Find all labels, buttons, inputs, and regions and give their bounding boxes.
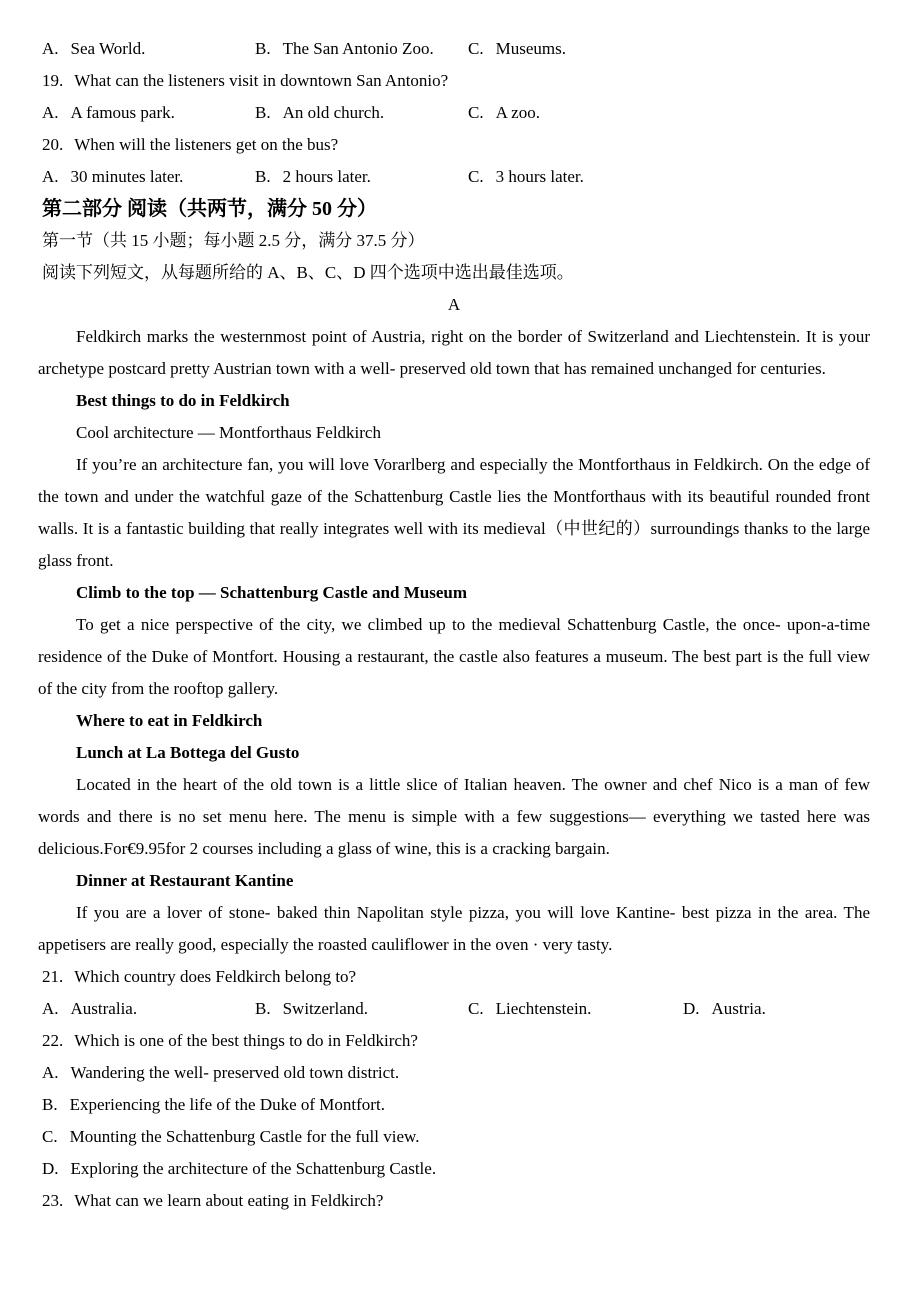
question-number: 20. <box>42 135 64 154</box>
question-22-option-b <box>38 1089 870 1121</box>
option-letter: C. <box>468 39 484 58</box>
passage-paragraph-dinner: If you are a lover of stone- baked thin Napolitan style pizza, you will love Kantine- best pizza in the area. The appetisers are really good, especially the roasted cauliflower in the oven · very tasty. <box>38 903 870 954</box>
option-a <box>42 33 255 65</box>
option-text: Museums. <box>495 39 566 58</box>
option-a <box>42 97 255 129</box>
passage-heading-where-to-eat: Where to eat in Feldkirch <box>76 711 263 730</box>
option-a <box>42 161 255 193</box>
option-letter: B. <box>42 1095 58 1114</box>
question-text: Which country does Feldkirch belong to? <box>74 967 357 986</box>
option-text: 2 hours later. <box>282 167 371 186</box>
option-text: 3 hours later. <box>495 167 584 186</box>
option-letter: B. <box>255 39 271 58</box>
option-letter: C. <box>468 167 484 186</box>
reading-instruction: 阅读下列短文，从每题所给的 A、B、C、D 四个选项中选出最佳选项。 <box>42 263 574 282</box>
question-text: What can the listeners visit in downtown San Antonio? <box>74 71 449 90</box>
question-number: 23. <box>42 1191 64 1210</box>
option-text: A zoo. <box>495 103 540 122</box>
passage-subheading-cool-architecture: Cool architecture — Montforthaus Feldkirch <box>76 423 381 442</box>
option-d <box>683 993 870 1025</box>
question-number: 19. <box>42 71 64 90</box>
question-text: When will the listeners get on the bus? <box>74 135 339 154</box>
option-c <box>468 161 870 193</box>
passage-paragraph-montforthaus: If you’re an architecture fan, you will love Vorarlberg and especially the Montforthaus in Feldkirch. On the edge of the town and under the watchful gaze of the Schattenburg Castle lies the Montforthaus with its beautiful rounded front walls. It is a fantastic building that really integrates well with its medieval（中世纪的）surroundings thanks to the large glass front. <box>38 455 870 570</box>
passage-heading-climb-to-top: Climb to the top — Schattenburg Castle and Museum <box>76 583 468 602</box>
option-letter: A. <box>42 1063 59 1082</box>
option-c <box>468 97 870 129</box>
option-text: Liechtenstein. <box>495 999 592 1018</box>
option-letter: D. <box>683 999 700 1018</box>
question-19-stem <box>38 65 870 97</box>
question-20-stem <box>38 129 870 161</box>
option-b <box>255 33 468 65</box>
option-text: Sea World. <box>70 39 146 58</box>
option-letter: C. <box>42 1127 58 1146</box>
option-b <box>255 161 468 193</box>
passage-label: A <box>447 295 461 314</box>
option-letter: A. <box>42 103 59 122</box>
question-21-option-row <box>38 993 870 1025</box>
question-22-option-d <box>38 1153 870 1185</box>
option-text: 30 minutes later. <box>70 167 184 186</box>
option-letter: D. <box>42 1159 59 1178</box>
option-c <box>468 993 683 1025</box>
question-number: 22. <box>42 1031 64 1050</box>
passage-intro-paragraph: Feldkirch marks the westernmost point of Austria, right on the border of Switzerland and Liechtenstein. It is your archetype postcard pretty Austrian town with a well- preserved old town that has remained unchanged for centuries. <box>38 327 870 378</box>
option-letter: A. <box>42 999 59 1018</box>
option-c <box>468 33 870 65</box>
question-text: What can we learn about eating in Feldkirch? <box>74 1191 384 1210</box>
option-text: The San Antonio Zoo. <box>282 39 434 58</box>
option-b <box>255 97 468 129</box>
question-20-option-row <box>38 161 870 193</box>
option-letter: C. <box>468 999 484 1018</box>
option-b <box>255 993 468 1025</box>
passage-heading-dinner: Dinner at Restaurant Kantine <box>76 871 294 890</box>
option-text: Austria. <box>711 999 766 1018</box>
option-text: Australia. <box>70 999 138 1018</box>
option-letter: A. <box>42 167 59 186</box>
passage-heading-best-things: Best things to do in Feldkirch <box>76 391 290 410</box>
passage-paragraph-castle: To get a nice perspective of the city, we climbed up to the medieval Schattenburg Castle, the once- upon-a-time residence of the Duke of Montfort. Housing a restaurant, the castle also features a museum. The best part is the full view of the city from the rooftop gallery. <box>38 615 870 698</box>
question-23-stem <box>38 1185 870 1217</box>
option-text: An old church. <box>282 103 385 122</box>
question-18-option-row <box>38 33 870 65</box>
question-21-stem <box>38 961 870 993</box>
option-text: Exploring the architecture of the Schattenburg Castle. <box>70 1159 437 1178</box>
question-text: Which is one of the best things to do in Feldkirch? <box>74 1031 418 1050</box>
option-text: Mounting the Schattenburg Castle for the full view. <box>69 1127 420 1146</box>
section-1-line: 第一节（共 15 小题；每小题 2.5 分，满分 37.5 分） <box>42 231 425 250</box>
passage-heading-lunch: Lunch at La Bottega del Gusto <box>76 743 300 762</box>
option-letter: B. <box>255 999 271 1018</box>
passage-paragraph-lunch: Located in the heart of the old town is a little slice of Italian heaven. The owner and chef Nico is a man of few words and there is no set menu here. The menu is simple with a few suggestions— everything we tasted here was delicious.For€9.95for 2 courses including a glass of wine, this is a cracking bargain. <box>38 775 870 858</box>
option-letter: C. <box>468 103 484 122</box>
option-text: Wandering the well- preserved old town district. <box>70 1063 400 1082</box>
option-letter: B. <box>255 167 271 186</box>
option-text: Experiencing the life of the Duke of Montfort. <box>69 1095 385 1114</box>
question-22-option-c <box>38 1121 870 1153</box>
part-2-title: 第二部分 阅读（共两节，满分 50 分） <box>42 198 377 220</box>
option-letter: A. <box>42 39 59 58</box>
question-19-option-row <box>38 97 870 129</box>
option-text: Switzerland. <box>282 999 369 1018</box>
option-a <box>42 993 255 1025</box>
option-letter: B. <box>255 103 271 122</box>
question-number: 21. <box>42 967 64 986</box>
question-22-stem <box>38 1025 870 1057</box>
option-text: A famous park. <box>70 103 175 122</box>
question-22-option-a <box>38 1057 870 1089</box>
